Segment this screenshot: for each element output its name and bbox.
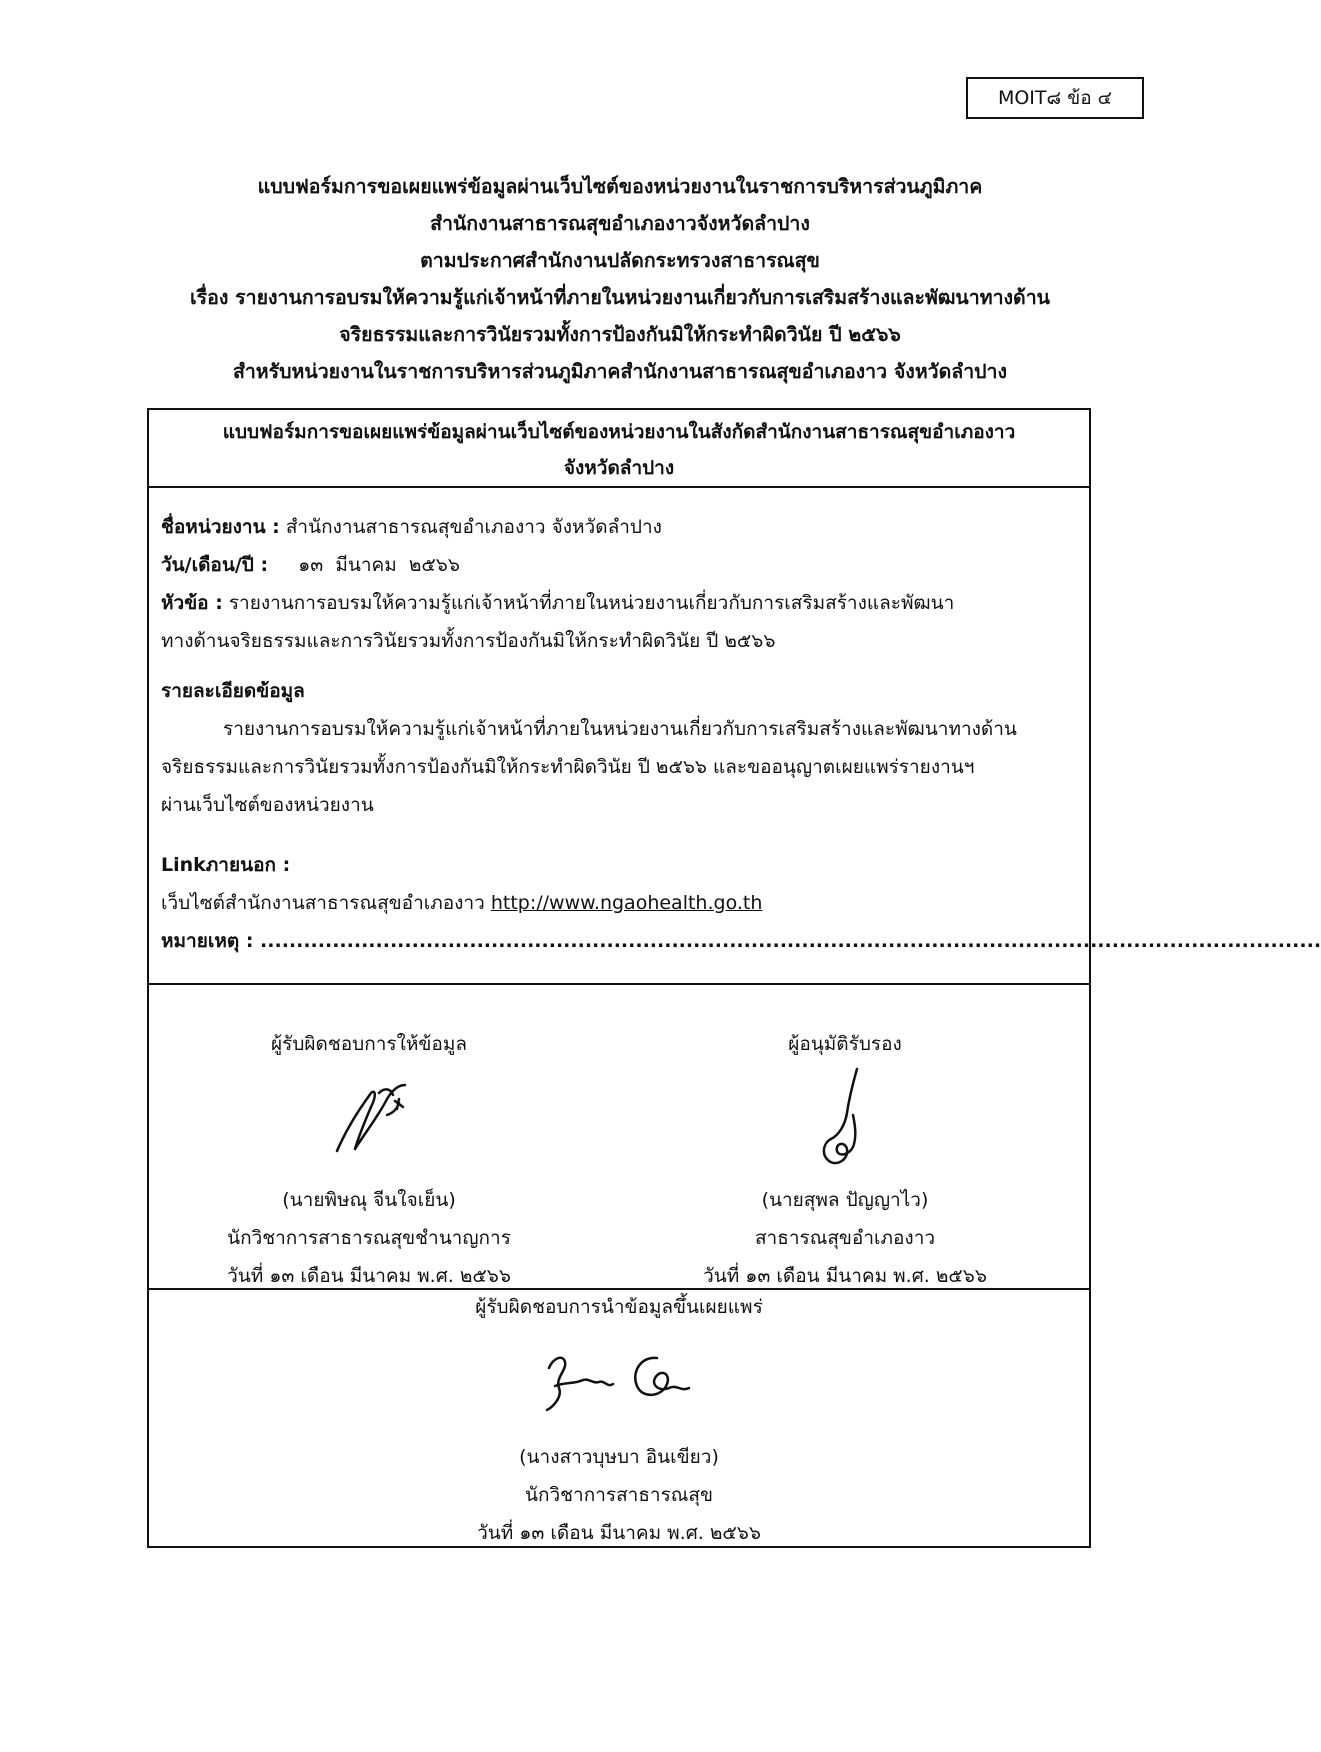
agency-row xyxy=(161,508,1077,546)
header-line: จริยธรรมและการวินัยรวมทั้งการป้องกันมิให้กระทำผิดวินัย ปี ๒๕๖๖ xyxy=(339,323,901,346)
form-title-line: แบบฟอร์มการขอเผยแพร่ข้อมูลผ่านเว็บไซต์ของหน่วยงานในสังกัดสำนักงานสาธารณสุขอำเภองาว xyxy=(222,421,1016,443)
publisher-date: วันที่ ๑๓ เดือน มีนาคม พ.ศ. ๒๕๖๖ xyxy=(477,1522,761,1544)
signer-right xyxy=(625,1025,1065,1295)
details-line: รายงานการอบรมให้ความรู้แก่เจ้าหน้าที่ภายในหน่วยงานเกี่ยวกับการเสริมสร้างและพัฒนาทางด้าน xyxy=(223,718,1017,740)
topic-row xyxy=(161,584,1077,622)
document-code-box xyxy=(966,77,1144,119)
signature-publisher-svg xyxy=(529,1338,709,1428)
date-row xyxy=(161,546,1077,584)
signature-right-svg xyxy=(795,1063,895,1173)
signature-image xyxy=(149,1330,1089,1438)
header-line: ตามประกาศสำนักงานปลัดกระทรวงสาธารณสุข xyxy=(420,249,820,272)
form-info-section xyxy=(149,488,1321,985)
signer-position: นักวิชาการสาธารณสุขชำนาญการ xyxy=(227,1227,511,1249)
signature-image xyxy=(149,1063,589,1181)
signature-left-svg xyxy=(309,1063,429,1173)
date-value: ๑๓ มีนาคม ๒๕๖๖ xyxy=(268,554,460,576)
remark-row xyxy=(161,922,1321,960)
header-line: เรื่อง รายงานการอบรมให้ความรู้แก่เจ้าหน้าที่ภายในหน่วยงานเกี่ยวกับการเสริมสร้างและพัฒนาทางด้าน xyxy=(190,286,1050,309)
approval-section xyxy=(149,985,1089,1290)
signer-date: วันที่ ๑๓ เดือน มีนาคม พ.ศ. ๒๕๖๖ xyxy=(227,1265,511,1287)
signer-name: (นายพิษณุ จีนใจเย็น) xyxy=(282,1189,456,1211)
remark-dots: ................................................................................................................................................... xyxy=(253,930,1321,952)
details-line: ผ่านเว็บไซต์ของหน่วยงาน xyxy=(161,794,374,816)
signer-name: (นายสุพล ปัญญาไว) xyxy=(761,1189,929,1211)
signer-position: สาธารณสุขอำเภองาว xyxy=(754,1227,936,1249)
agency-label: ชื่อหน่วยงาน : xyxy=(161,516,280,538)
details-label: รายละเอียดข้อมูล xyxy=(161,680,305,702)
publisher-section xyxy=(149,1290,1089,1546)
header-line: สำนักงานสาธารณสุขอำเภองาวจังหวัดลำปาง xyxy=(430,212,810,235)
document-header xyxy=(120,168,1120,390)
signer-role: ผู้รับผิดชอบการให้ข้อมูล xyxy=(271,1033,467,1055)
form-title-section xyxy=(149,410,1089,488)
topic-label: หัวข้อ : xyxy=(161,592,223,614)
form-title-line: จังหวัดลำปาง xyxy=(563,457,675,479)
publication-form xyxy=(147,408,1321,1548)
publisher-name: (นางสาวบุษบา อินเขียว) xyxy=(519,1446,719,1468)
signature-image xyxy=(625,1063,1065,1181)
agency-value: สำนักงานสาธารณสุขอำเภองาว จังหวัดลำปาง xyxy=(279,516,662,538)
signer-role: ผู้อนุมัติรับรอง xyxy=(788,1033,902,1055)
date-label: วัน/เดือน/ปี : xyxy=(161,554,269,576)
document-code: MOIT๘ ข้อ ๔ xyxy=(997,87,1113,109)
signer-date: วันที่ ๑๓ เดือน มีนาคม พ.ศ. ๒๕๖๖ xyxy=(703,1265,987,1287)
header-line: แบบฟอร์มการขอเผยแพร่ข้อมูลผ่านเว็บไซต์ของหน่วยงานในราชการบริหารส่วนภูมิภาค xyxy=(257,175,983,198)
website-text: เว็บไซต์สำนักงานสาธารณสุขอำเภองาว xyxy=(161,892,491,914)
website-link[interactable]: http://www.ngaohealth.go.th xyxy=(490,892,763,914)
publisher-role: ผู้รับผิดชอบการนำข้อมูลขึ้นเผยแพร่ xyxy=(475,1296,763,1318)
remark-label: หมายเหตุ : xyxy=(161,930,254,952)
publisher-position: นักวิชาการสาธารณสุข xyxy=(524,1484,714,1506)
link-label: Linkภายนอก : xyxy=(161,854,291,876)
details-line: จริยธรรมและการวินัยรวมทั้งการป้องกันมิให้กระทำผิดวินัย ปี ๒๕๖๖ และขออนุญาตเผยแพร่รายงานฯ xyxy=(161,756,975,778)
header-line: สำหรับหน่วยงานในราชการบริหารส่วนภูมิภาคสำนักงานสาธารณสุขอำเภองาว จังหวัดลำปาง xyxy=(232,360,1008,383)
topic-continuation: ทางด้านจริยธรรมและการวินัยรวมทั้งการป้องกันมิให้กระทำผิดวินัย ปี ๒๕๖๖ xyxy=(161,630,776,652)
topic-value: รายงานการอบรมให้ความรู้แก่เจ้าหน้าที่ภายในหน่วยงานเกี่ยวกับการเสริมสร้างและพัฒนา xyxy=(222,592,955,614)
signer-left xyxy=(149,1025,589,1295)
website-row xyxy=(161,884,1077,922)
